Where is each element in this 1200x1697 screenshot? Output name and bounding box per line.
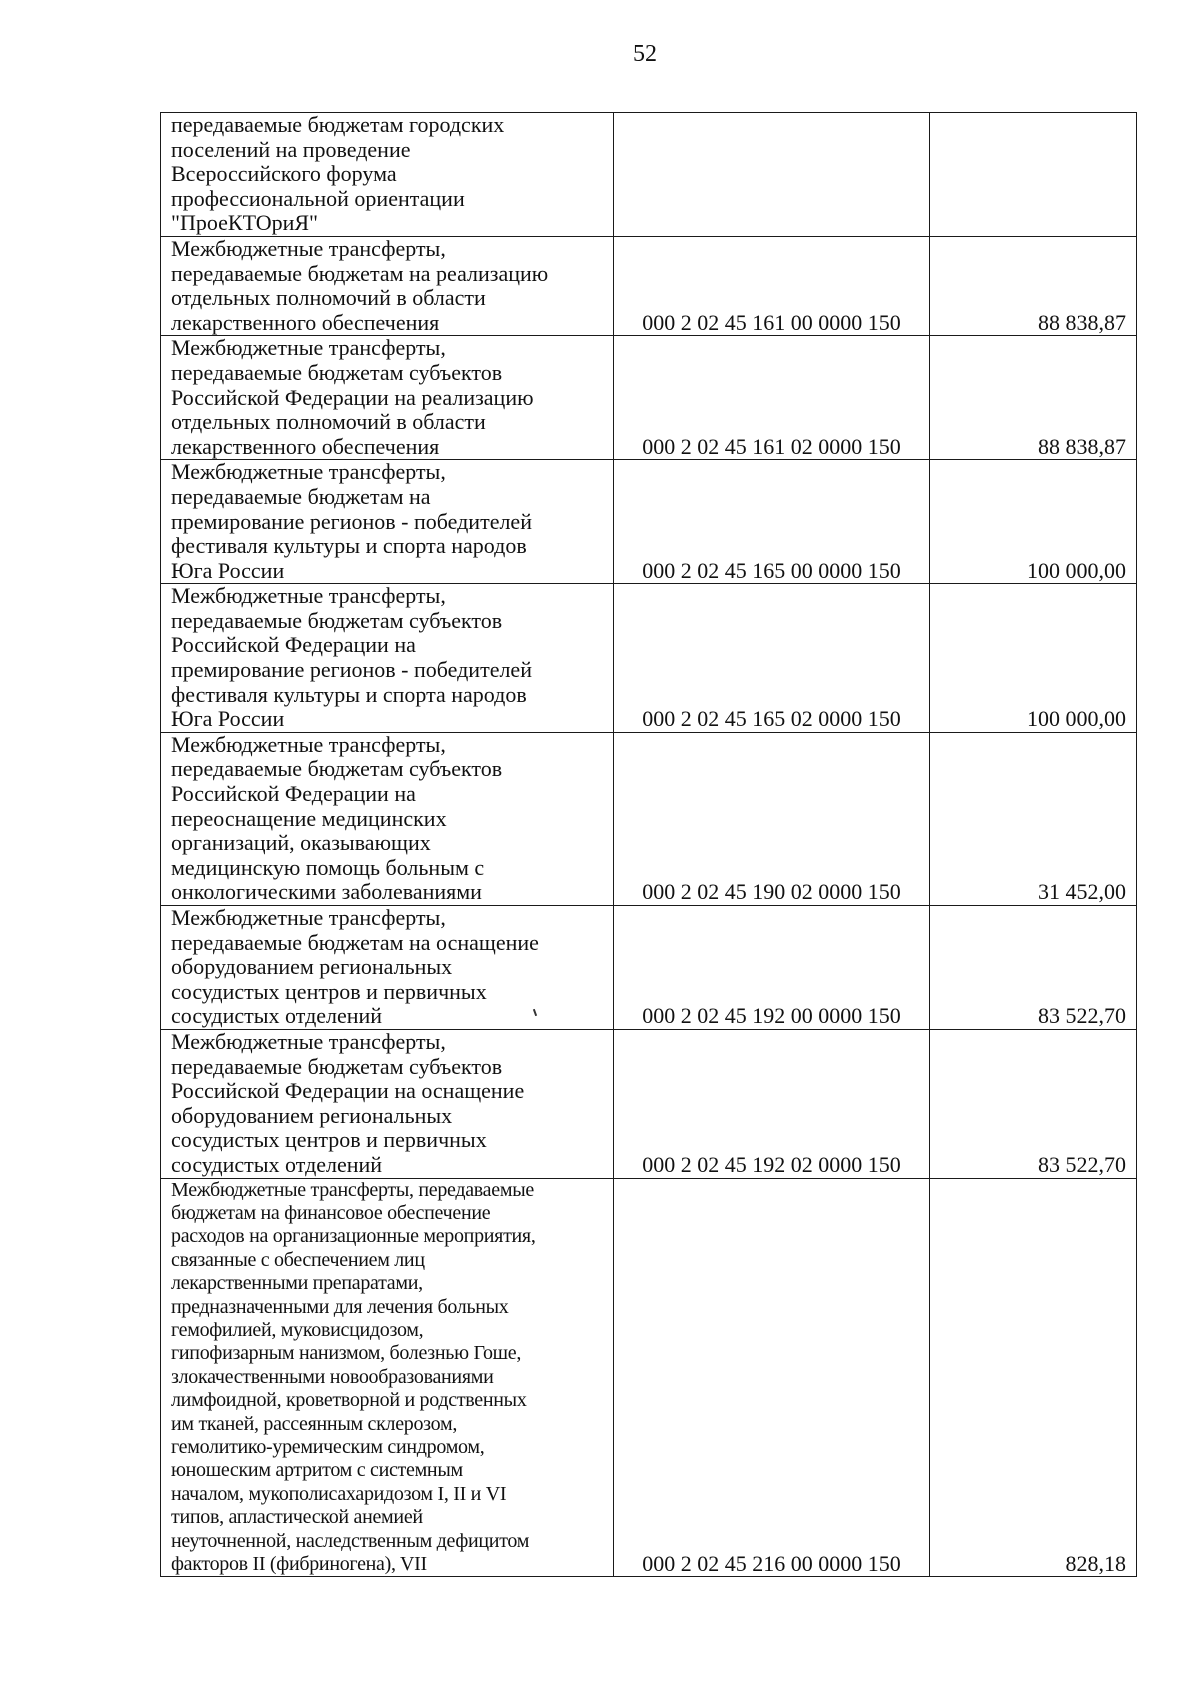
amount-cell: 88 838,87 — [930, 336, 1137, 460]
amount-cell — [930, 113, 1137, 237]
code-cell: 000 2 02 45 161 02 0000 150 — [614, 336, 930, 460]
page-number: 52 — [633, 41, 657, 67]
description-cell — [161, 906, 614, 1030]
table-row — [161, 460, 1137, 584]
row-description: Межбюджетные трансферты, передаваемые бюджетам субъектов Российской Федерации на реализацию отдельных полномочий в области лекарственного обеспечения — [171, 335, 534, 459]
row-description: Межбюджетные трансферты, передаваемые бюджетам субъектов Российской Федерации на премирование регионов - победителей фестиваля культуры и спорта народов Юга России — [171, 583, 532, 732]
amount-cell: 828,18 — [930, 1178, 1137, 1577]
budget-table — [160, 112, 1137, 1577]
description-cell — [161, 236, 614, 335]
code-cell: 000 2 02 45 190 02 0000 150 — [614, 732, 930, 905]
code-cell: 000 2 02 45 192 02 0000 150 — [614, 1029, 930, 1178]
row-description: Межбюджетные трансферты, передаваемые бюджетам субъектов Российской Федерации на переоснащение медицинских организаций, оказывающих медицинскую помощь больным с онкологическими заболеваниями — [171, 731, 503, 905]
table-row — [161, 906, 1137, 1030]
description-cell — [161, 732, 614, 905]
description-cell — [161, 336, 614, 460]
code-cell — [614, 113, 930, 237]
code-cell: 000 2 02 45 165 02 0000 150 — [614, 584, 930, 733]
code-cell: 000 2 02 45 216 00 0000 150 — [614, 1178, 930, 1577]
table-row — [161, 732, 1137, 905]
description-cell — [161, 113, 614, 237]
row-description: Межбюджетные трансферты, передаваемые бюджетам субъектов Российской Федерации на оснащение оборудованием региональных сосудистых центров и первичных сосудистых отделений — [171, 1028, 525, 1177]
description-cell — [161, 460, 614, 584]
table-row — [161, 584, 1137, 733]
table-row — [161, 336, 1137, 460]
amount-cell: 31 452,00 — [930, 732, 1137, 905]
amount-cell: 100 000,00 — [930, 460, 1137, 584]
code-cell: 000 2 02 45 161 00 0000 150 — [614, 236, 930, 335]
code-cell: 000 2 02 45 192 00 0000 150 — [614, 906, 930, 1030]
row-description: Межбюджетные трансферты, передаваемые бюджетам на оснащение оборудованием региональных сосудистых центров и первичных сосудистых отделений — [171, 905, 539, 1029]
table-row — [161, 1178, 1137, 1577]
table-row — [161, 236, 1137, 335]
table-row — [161, 113, 1137, 237]
code-cell: 000 2 02 45 165 00 0000 150 — [614, 460, 930, 584]
row-description: передаваемые бюджетам городских поселений на проведение Всероссийского форума профессиональной ориентации "ПроеКТОриЯ" — [171, 112, 505, 236]
table-row — [161, 1029, 1137, 1178]
amount-cell: 83 522,70 — [930, 1029, 1137, 1178]
description-cell — [161, 584, 614, 733]
description-cell — [161, 1029, 614, 1178]
row-description: Межбюджетные трансферты, передаваемые бюджетам на финансовое обеспечение расходов на организационные мероприятия, связанные с обеспечением лиц лекарственными препаратами, предназначенными для лечения больных гемофилией, муковисцидозом, гипофизарным нанизмом, болезнью Гоше, злокачественными новообразованиями лимфоидной, кроветворной и родственных им тканей, рассеянным склерозом, гемолитико-уремическим синдромом, юношеским артритом с системным началом, мукополисахаридозом I, II и VI типов, апластической анемией неуточненной, наследственным дефицитом факторов II (фибриногена), VII — [171, 1178, 536, 1576]
description-cell — [161, 1178, 614, 1577]
amount-cell: 100 000,00 — [930, 584, 1137, 733]
amount-cell: 83 522,70 — [930, 906, 1137, 1030]
row-description: Межбюджетные трансферты, передаваемые бюджетам на премирование регионов - победителей фестиваля культуры и спорта народов Юга России — [171, 459, 532, 583]
amount-cell: 88 838,87 — [930, 236, 1137, 335]
row-description: Межбюджетные трансферты, передаваемые бюджетам на реализацию отдельных полномочий в области лекарственного обеспечения — [171, 235, 549, 335]
